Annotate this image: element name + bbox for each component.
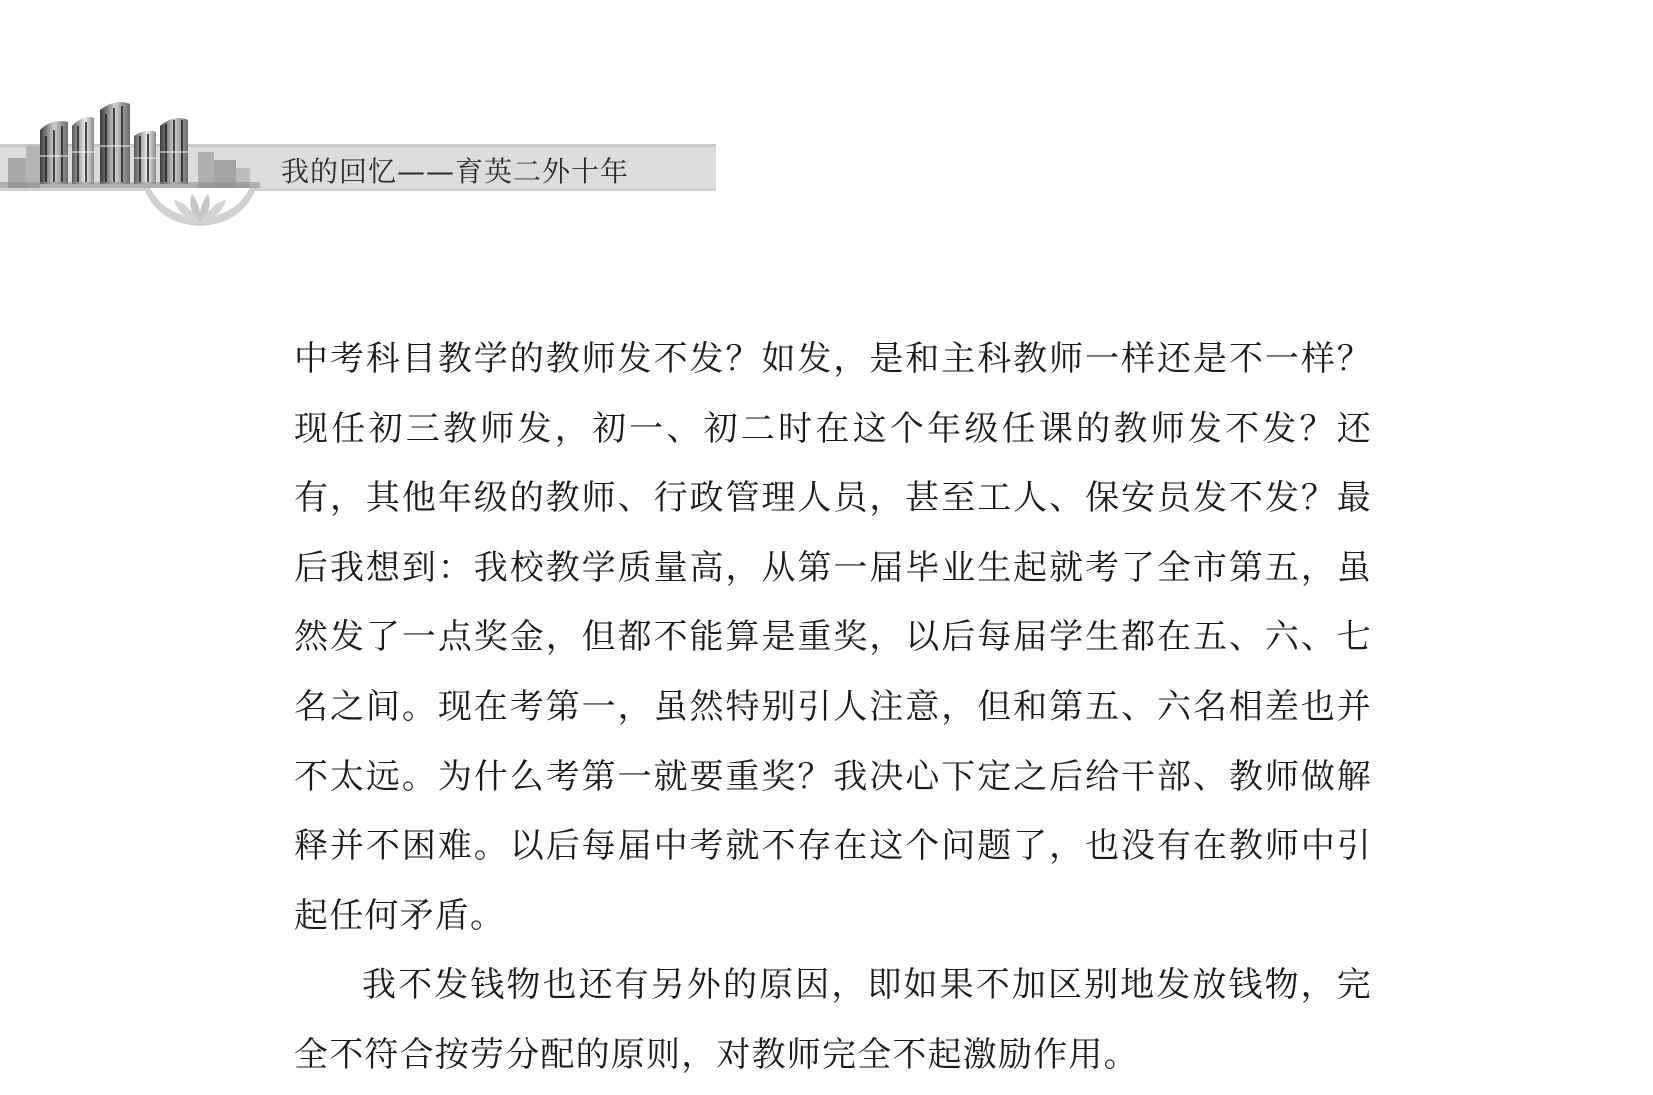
header-title: 我的回忆——育英二外十年 (281, 155, 630, 188)
page-header (0, 96, 720, 236)
document-body (294, 325, 1372, 1091)
paragraph-1: 中考科目教学的教师发不发？如发，是和主科教师一样还是不一样？现任初三教师发，初一、初二时在这个年级任课的教师发不发？还有，其他年级的教师、行政管理人员，甚至工人、保安员发不发？最后我想到：我校教学质量高，从第一届毕业生起就考了全市第五，虽然发了一点奖金，但都不能算是重奖，以后每届学生都在五、六、七名之间。现在考第一，虽然特别引人注意，但和第五、六名相差也并不太远。为什么考第一就要重奖？我决心下定之后给干部、教师做解释并不困难。以后每届中考就不存在这个问题了，也没有在教师中引起任何矛盾。 (294, 339, 1372, 936)
paragraph-2: 我不发钱物也还有另外的原因，即如果不加区别地发放钱物，完全不符合按劳分配的原则，对教师完全不起激励作用。 (294, 965, 1372, 1075)
